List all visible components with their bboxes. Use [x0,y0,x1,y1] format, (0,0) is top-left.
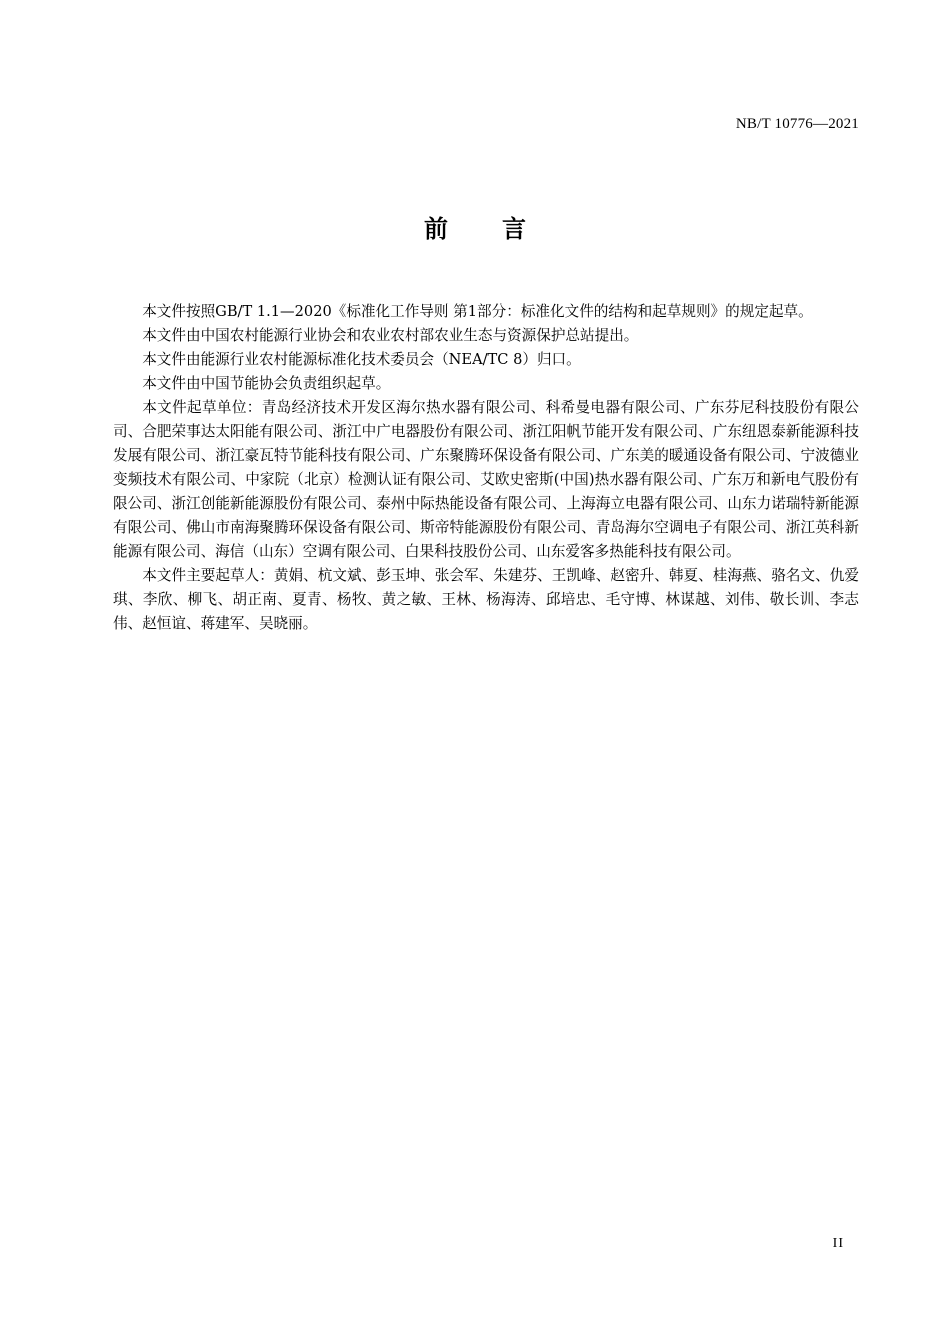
page-title-char-1: 前 [424,215,448,243]
foreword-body [113,300,859,636]
page-number: II [832,1236,844,1251]
paragraph-under-jurisdiction: 本文件由能源行业农村能源标准化技术委员会（NEA/TC 8）归口。 [142,351,581,368]
page-title [0,212,950,246]
page-title-char-2: 言 [502,215,526,243]
paragraph-drafting-organizations: 本文件起草单位：青岛经济技术开发区海尔热水器有限公司、科希曼电器有限公司、广东芬尼科技股份有限公司、合肥荣事达太阳能有限公司、浙江中广电器股份有限公司、浙江阳帆节能开发有限公司、广东纽恩泰新能源科技发展有限公司、浙江豪瓦特节能科技有限公司、广东聚腾环保设备有限公司、广东美的暖通设备有限公司、宁波德业变频技术有限公司、中家院（北京）检测认证有限公司、艾欧史密斯(中国)热水器有限公司、广东万和新电气股份有限公司、浙江创能新能源股份有限公司、泰州中际热能设备有限公司、上海海立电器有限公司、山东力诺瑞特新能源有限公司、佛山市南海聚腾环保设备有限公司、斯帝特能源股份有限公司、青岛海尔空调电子有限公司、浙江英科新能源有限公司、海信（山东）空调有限公司、白果科技股份公司、山东爱客多热能科技有限公司。 [113,399,859,560]
paragraph-proposed-by: 本文件由中国农村能源行业协会和农业农村部农业生态与资源保护总站提出。 [142,327,639,344]
paragraph-drafting-rules: 本文件按照GB/T 1.1—2020《标准化工作导则 第1部分：标准化文件的结构和起草规则》的规定起草。 [142,303,813,320]
paragraph-organized-by: 本文件由中国节能协会负责组织起草。 [142,375,391,392]
paragraph-main-drafters: 本文件主要起草人：黄娟、杭文斌、彭玉坤、张会军、朱建芬、王凯峰、赵密升、韩夏、桂海燕、骆名文、仇爱琪、李欣、柳飞、胡正南、夏青、杨牧、黄之敏、王林、杨海涛、邱培忠、毛守博、林谋越、刘伟、敬长训、李志伟、赵恒谊、蒋建军、吴晓丽。 [113,567,859,632]
standard-number: NB/T 10776—2021 [735,116,859,132]
